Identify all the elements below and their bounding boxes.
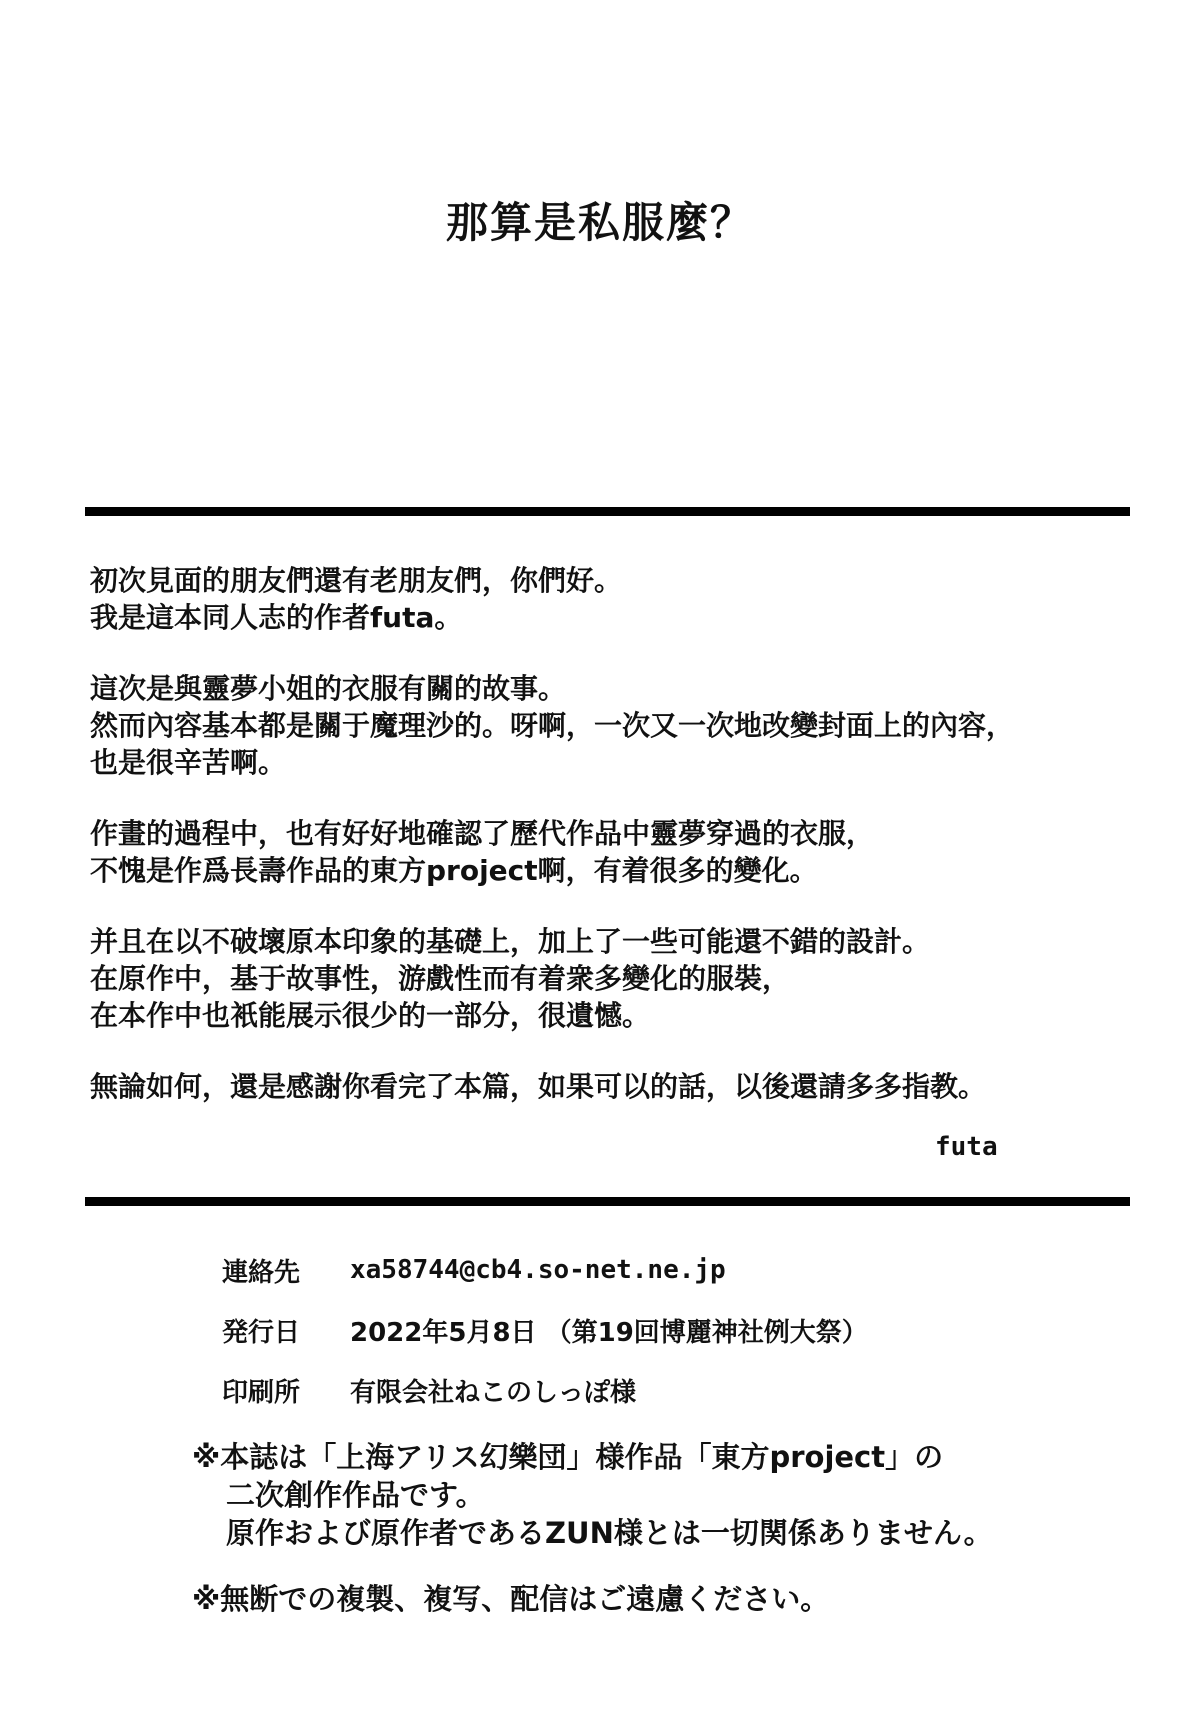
colophon [222,1240,1122,1420]
afterword-line: 我是這本同人志的作者futa。 [90,601,463,634]
afterword-line: 在本作中也衹能展示很少的一部分，很遺憾。 [90,999,651,1032]
publish-date-value: 2022年5月8日 （第19回博麗神社例大祭） [350,1317,868,1348]
publish-date-label: 発行日 [222,1317,301,1348]
afterword-line: 這次是與靈夢小姐的衣服有關的故事。 [90,672,567,705]
afterword-line: 無論如何，還是感謝你看完了本篇，如果可以的話，以後還請多多指教。 [90,1070,987,1103]
afterword-paragraph-design [90,923,1140,1034]
afterword-line: 然而內容基本都是關于魔理沙的。呀啊，一次又一次地改變封面上的內容， [90,709,1015,742]
note-line: ※本誌は「上海アリス幻樂団」様作品「東方project」の [192,1440,944,1474]
page-title: 那算是私服麼？ [445,198,754,247]
afterword-body [90,562,1140,1139]
bottom-divider [85,1197,1130,1206]
afterword-line: 初次見面的朋友們還有老朋友們，你們好。 [90,564,623,597]
top-divider [85,507,1130,516]
author-signature: futa [935,1132,998,1162]
colophon-row-contact [222,1240,1122,1300]
disclaimer-notes [192,1438,1122,1646]
disclaimer-note-copy [192,1580,1122,1618]
afterword-line: 在原作中，基于故事性，游戲性而有着衆多變化的服裝， [90,962,791,995]
colophon-row-printer [222,1360,1122,1420]
afterword-paragraph-story [90,670,1140,781]
printer-label: 印刷所 [222,1377,301,1408]
afterword-line: 并且在以不破壞原本印象的基礎上，加上了一些可能還不錯的設計。 [90,925,931,958]
afterword-paragraph-process [90,815,1140,889]
afterword-paragraph-thanks [90,1068,1140,1105]
note-line: 二次創作作品です。 [226,1478,485,1512]
afterword-line: 不愧是作爲長壽作品的東方project啊，有着很多的變化。 [90,854,818,887]
note-line: 原作および原作者であるZUN様とは一切関係ありません。 [226,1516,993,1550]
colophon-row-date [222,1300,1122,1360]
afterword-line: 作畫的過程中，也有好好地確認了歷代作品中靈夢穿過的衣服， [90,817,875,850]
afterword-paragraph-greeting [90,562,1140,636]
contact-label: 連絡先 [222,1257,301,1288]
note-line: ※無断での複製、複写、配信はご遠慮ください。 [192,1582,830,1616]
contact-email: xa58744@cb4.so-net.ne.jp [350,1255,726,1285]
disclaimer-note-fanwork [192,1438,1122,1552]
afterword-line: 也是很辛苦啊。 [90,746,287,779]
printer-value: 有限会社ねこのしっぽ様 [350,1377,637,1408]
